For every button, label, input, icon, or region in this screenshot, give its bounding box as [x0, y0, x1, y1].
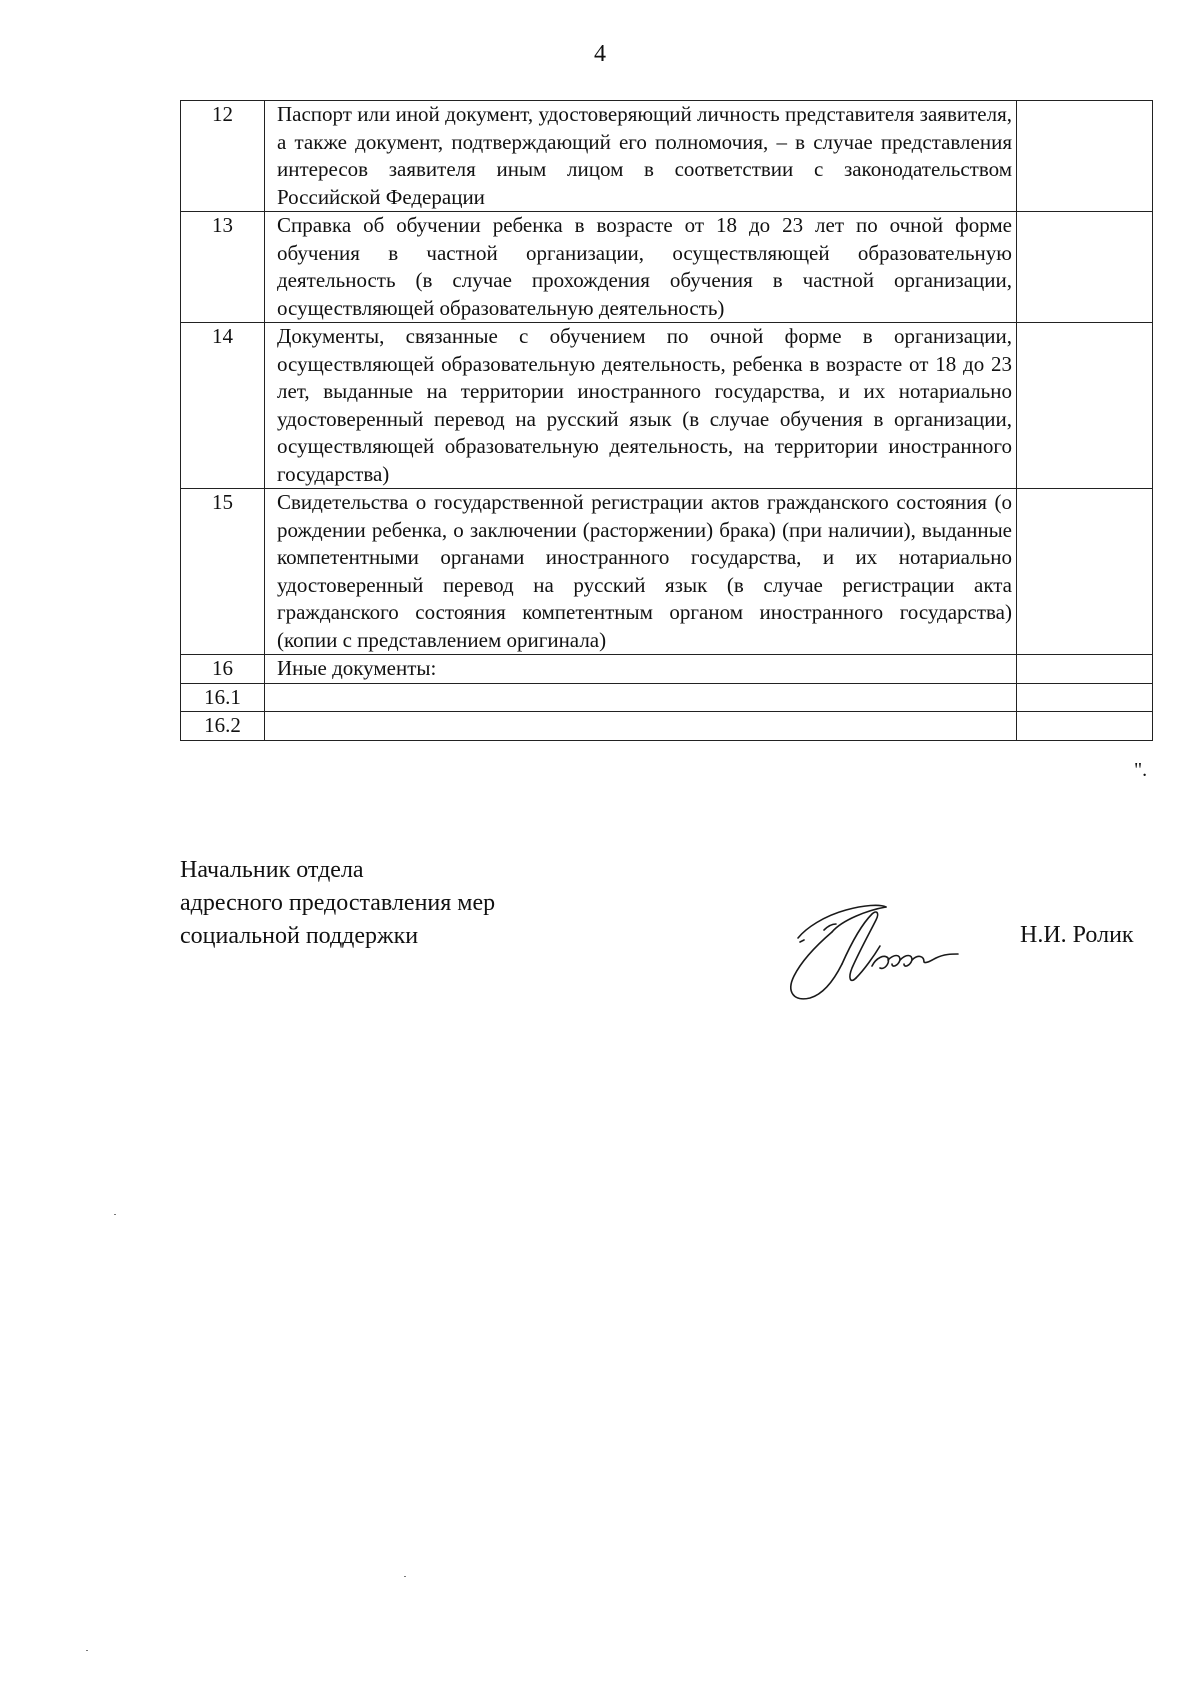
table-row: [181, 101, 1153, 212]
row-mark-cell: [1017, 323, 1153, 489]
row-mark-cell: [1017, 712, 1153, 741]
row-number: 14: [181, 323, 265, 489]
row-mark-cell: [1017, 683, 1153, 712]
row-number: 15: [181, 489, 265, 655]
position-line: адресного предоставления мер: [180, 890, 496, 916]
scan-speck: [114, 1214, 116, 1215]
position-line: Начальник отдела: [180, 857, 364, 883]
signatory-position: [180, 854, 495, 953]
row-description: Иные документы:: [265, 655, 1017, 684]
row-description: [265, 712, 1017, 741]
row-number: 16.1: [181, 683, 265, 712]
table-row: [181, 323, 1153, 489]
row-mark-cell: [1017, 212, 1153, 323]
row-description: Свидетельства о государственной регистрации актов гражданского состояния (о рождении ребенка, о заключении (расторжении) брака) (при наличии), выданные компетентными органами иностранного государства, и их нотариально удостоверенный перевод на русский язык (в случае регистрации акта гражданского состояния компетентным органом иностранного государства) (копии с представлением оригинала): [265, 489, 1017, 655]
scan-speck: [404, 1576, 406, 1577]
table-row: [181, 712, 1153, 741]
page-number: 4: [594, 41, 606, 67]
row-mark-cell: [1017, 101, 1153, 212]
documents-table: [180, 100, 1153, 741]
row-mark-cell: [1017, 489, 1153, 655]
row-mark-cell: [1017, 655, 1153, 684]
position-line: социальной поддержки: [180, 923, 419, 949]
scan-speck: [86, 1650, 88, 1651]
table-row: [181, 655, 1153, 684]
row-description: [265, 683, 1017, 712]
row-number: 16.2: [181, 712, 265, 741]
table-row: [181, 489, 1153, 655]
closing-quote: ".: [1134, 759, 1148, 781]
row-number: 16: [181, 655, 265, 684]
row-description: Документы, связанные с обучением по очной форме в организации, осуществляющей образовательную деятельность, ребенка в возрасте от 18 до 23 лет, выданные на территории иностранного государства, и их нотариально удостоверенный перевод на русский язык (в случае обучения в организации, осуществляющей образовательную деятельность, на территории иностранного государства): [265, 323, 1017, 489]
row-description: Паспорт или иной документ, удостоверяющий личность представителя заявителя, а также документ, подтверждающий его полномочия, – в случае представления интересов заявителя иным лицом в соответствии с законодательством Российской Федерации: [265, 101, 1017, 212]
table-row: [181, 212, 1153, 323]
handwritten-signature: [776, 880, 996, 1010]
row-number: 12: [181, 101, 265, 212]
table-row: [181, 683, 1153, 712]
row-number: 13: [181, 212, 265, 323]
row-description: Справка об обучении ребенка в возрасте от 18 до 23 лет по очной форме обучения в частной организации, осуществляющей образовательную деятельность (в случае прохождения обучения в частной организации, осуществляющей образовательную деятельность): [265, 212, 1017, 323]
signer-name: Н.И. Ролик: [1020, 922, 1134, 948]
